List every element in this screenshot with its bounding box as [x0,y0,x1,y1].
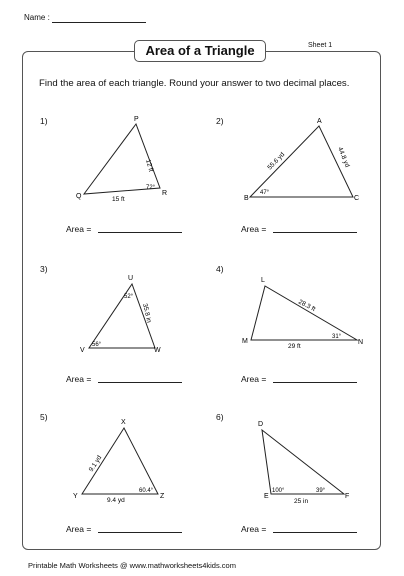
area-label: Area = [66,524,92,534]
side-label: 12 ft [144,158,155,173]
footer-text: Printable Math Worksheets @ www.mathworksheets4kids.com [28,561,236,570]
side-label: 15 ft [112,196,125,203]
area-label: Area = [241,374,267,384]
vertex-label: R [162,190,168,197]
vertex-label: N [358,339,364,346]
area-answer-line[interactable] [273,232,357,233]
area-label: Area = [241,524,267,534]
vertex-label: C [354,195,360,202]
area-label: Area = [66,224,92,234]
vertex-label: F [345,493,350,500]
area-answer-line[interactable] [98,232,182,233]
name-field-line[interactable] [52,22,146,23]
problem-number: 1) [40,116,48,126]
area-answer-line[interactable] [98,532,182,533]
vertex-label: L [261,277,265,284]
vertex-label: Y [73,493,78,500]
vertex-label: A [317,118,322,125]
area-label: Area = [241,224,267,234]
area-answer-line[interactable] [273,532,357,533]
angle-label: 47° [260,190,270,196]
problem-number: 3) [40,264,48,274]
problem-number: 4) [216,264,224,274]
vertex-label: Q [76,193,82,200]
angle-label: 39° [316,488,326,494]
triangle-diagram [216,116,386,256]
area-answer-line[interactable] [273,382,357,383]
vertex-label: M [242,338,248,345]
name-label: Name : [24,13,50,22]
vertex-label: D [258,421,264,428]
area-answer-line[interactable] [98,382,182,383]
vertex-label: P [134,116,139,123]
area-label: Area = [66,374,92,384]
triangle-diagram [40,116,210,256]
vertex-label: E [264,493,269,500]
side-label: 9.4 yd [107,497,125,504]
vertex-label: X [121,419,126,426]
side-label: 44.8 yd [336,146,351,169]
problem-number: 5) [40,412,48,422]
angle-label: 31° [332,334,342,340]
angle-label: 72° [146,185,156,191]
angle-label: 100° [272,488,285,494]
problem-2 [216,116,386,256]
side-label: 55.6 yd [266,151,287,172]
problem-1 [40,116,210,256]
instructions: Find the area of each triangle. Round your answer to two decimal places. [39,78,350,89]
problem-number: 2) [216,116,224,126]
vertex-label: B [244,195,249,202]
vertex-label: Z [160,493,165,500]
angle-label: 56° [92,342,102,348]
side-label: 28.3 ft [297,298,317,313]
sheet-label: Sheet 1 [308,42,333,49]
problem-number: 6) [216,412,224,422]
vertex-label: V [80,347,85,354]
side-label: 29 ft [288,343,301,350]
side-label: 9.1 yd [87,454,104,474]
angle-label: 52° [124,294,134,300]
side-label: 35.8 in [141,302,153,324]
page-title: Area of a Triangle [134,40,266,62]
angle-label: 60.4° [139,488,154,494]
vertex-label: U [128,275,134,282]
vertex-label: W [154,347,161,354]
side-label: 25 in [294,498,309,505]
